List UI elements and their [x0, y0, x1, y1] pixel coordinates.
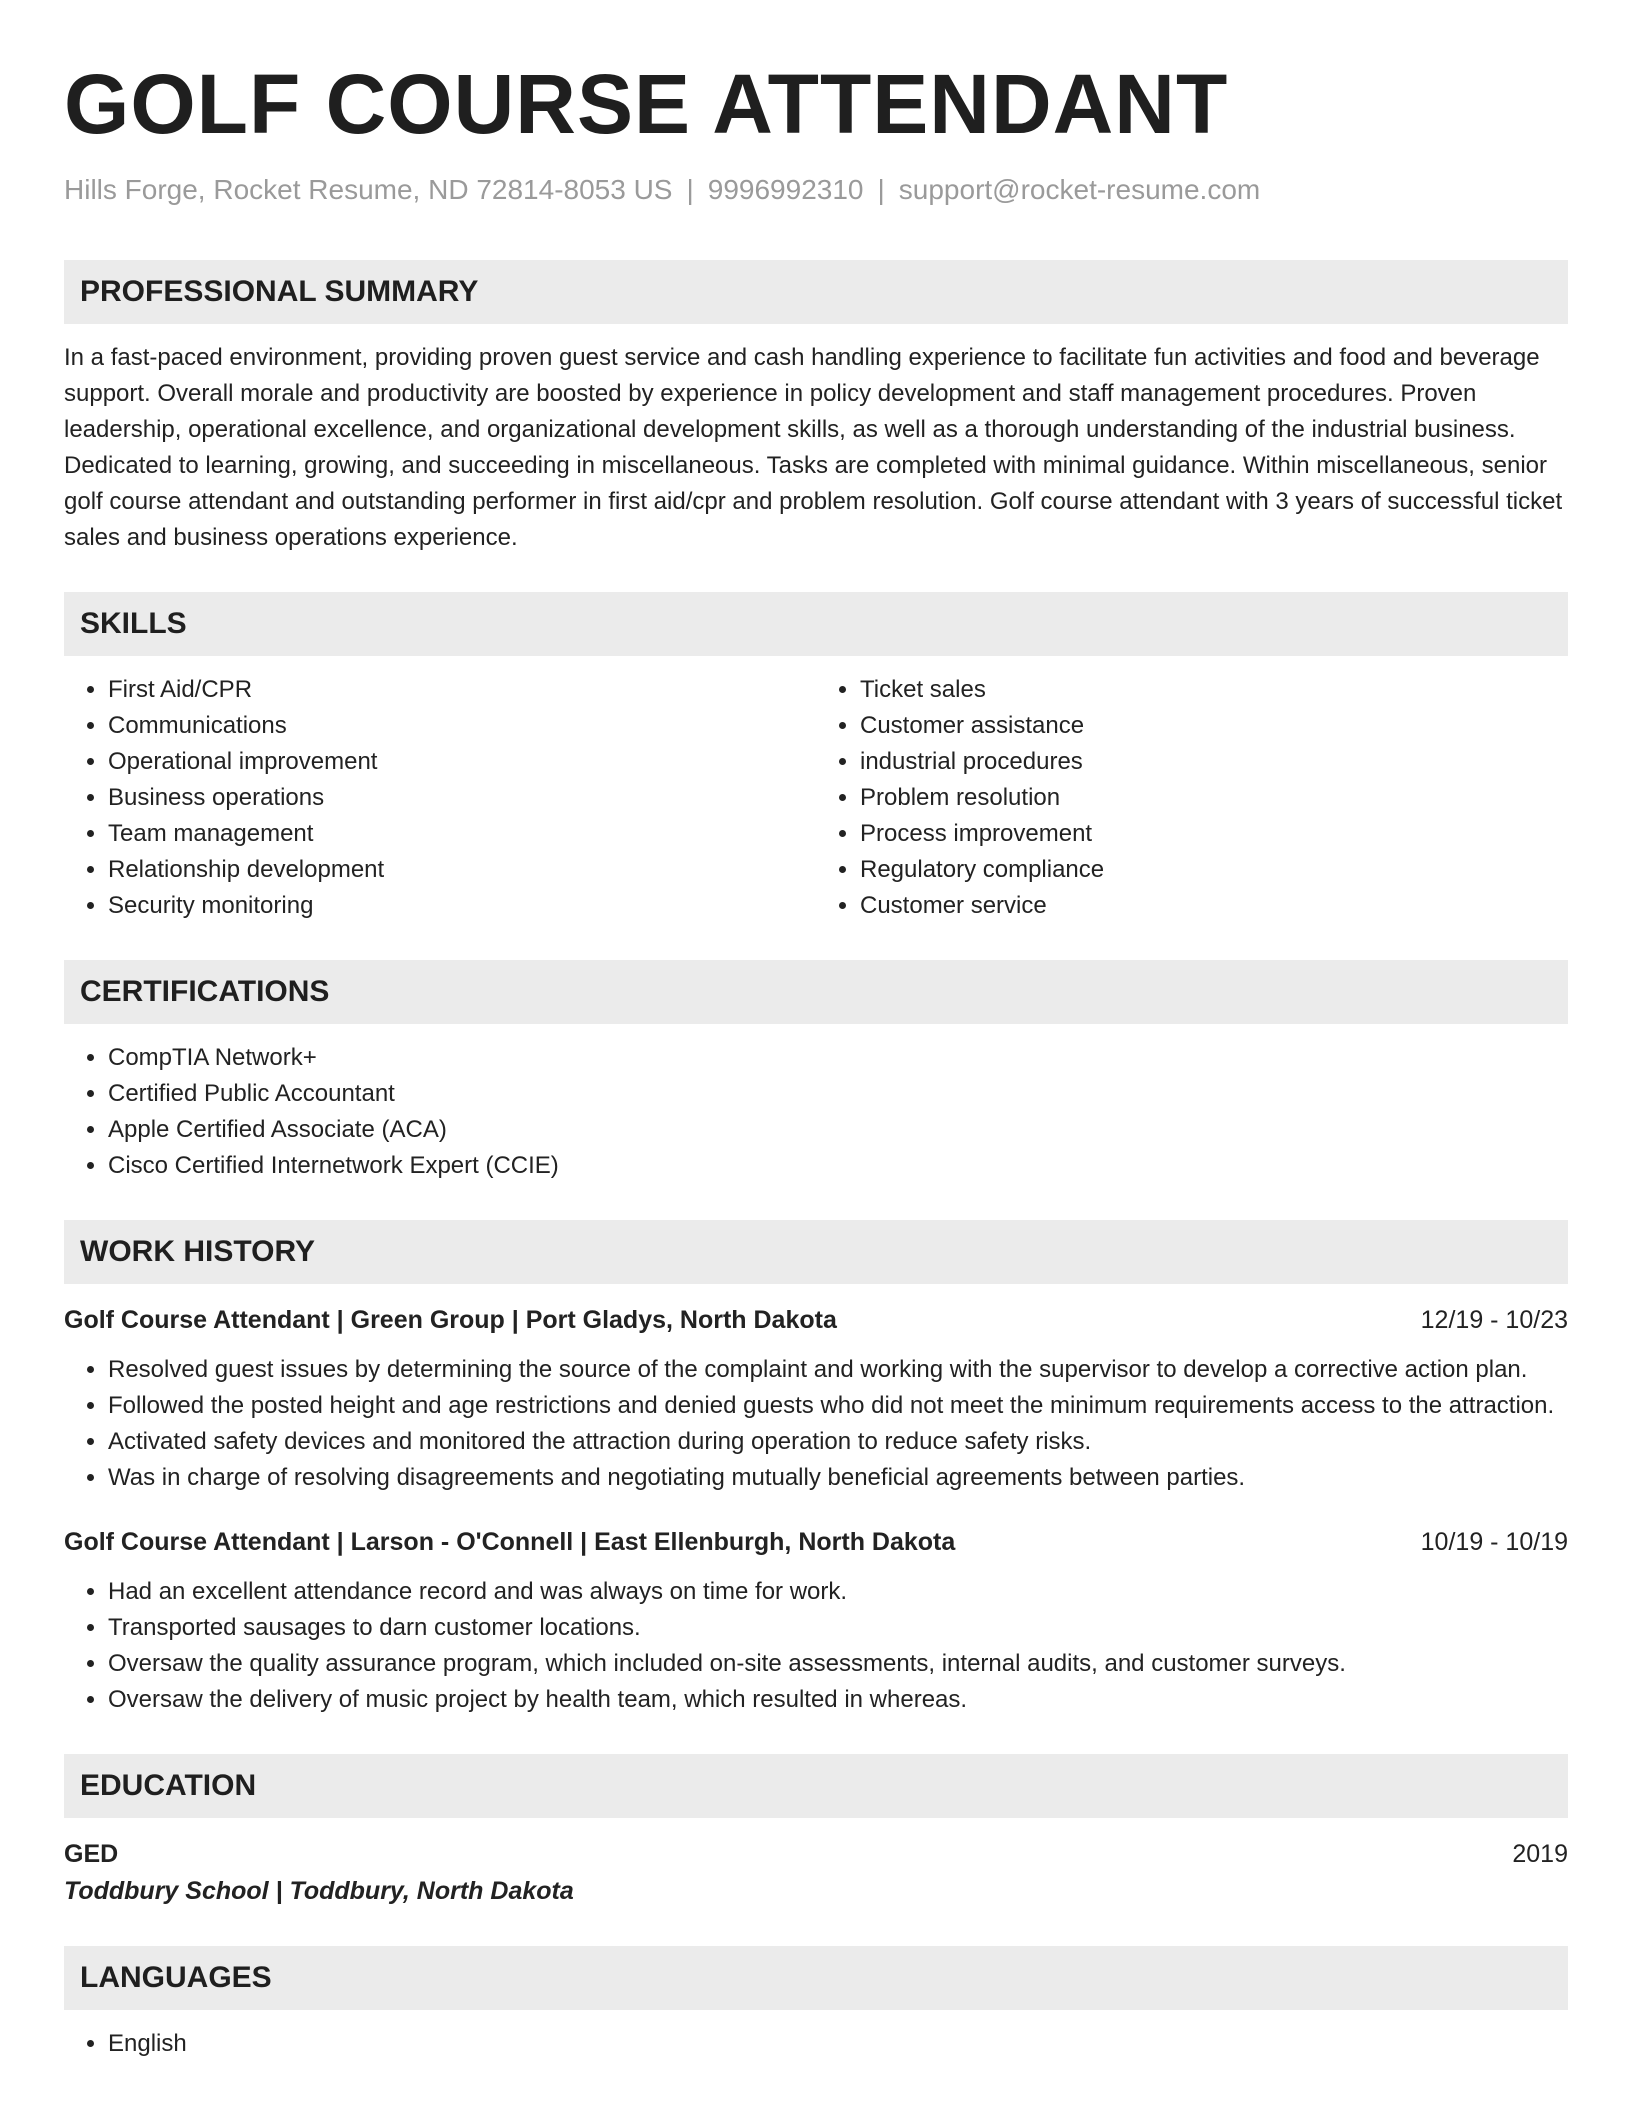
resume-title: GOLF COURSE ATTENDANT: [64, 57, 1229, 151]
skills-list-left: [64, 672, 816, 924]
job-bullet: • Transported sausages to darn customer locations.: [108, 1610, 1568, 1646]
job-header: [64, 1302, 1568, 1338]
job-bullet: • Resolved guest issues by determining the source of the complaint and working with the supervisor to develop a corrective action plan.: [108, 1352, 1568, 1388]
work-history-heading: WORK HISTORY: [64, 1220, 1568, 1284]
skill-item: • Ticket sales: [860, 672, 1568, 708]
language-item: • English: [108, 2026, 1568, 2062]
education-school: Toddbury School | Toddbury, North Dakota: [64, 1877, 574, 1905]
skill-item: • First Aid/CPR: [108, 672, 816, 708]
languages-heading: LANGUAGES: [64, 1946, 1568, 2010]
job-bullet: • Oversaw the quality assurance program, which included on-site assessments, internal audits, and customer surveys.: [108, 1646, 1568, 1682]
certification-item: • CompTIA Network+: [108, 1040, 1568, 1076]
contact-line: [64, 172, 1568, 208]
job-bullets: [64, 1574, 1568, 1718]
languages-list: [64, 2026, 1568, 2062]
contact-separator: |: [877, 174, 885, 205]
skills-heading: SKILLS: [64, 592, 1568, 656]
certification-item: • Apple Certified Associate (ACA): [108, 1112, 1568, 1148]
skill-item: • Relationship development: [108, 852, 816, 888]
job-title: Golf Course Attendant | Larson - O'Connell | East Ellenburgh, North Dakota: [64, 1528, 956, 1556]
job-entry: [64, 1524, 1568, 1718]
job-bullet: • Followed the posted height and age restrictions and denied guests who did not meet the minimum requirements access to the attraction.: [108, 1388, 1568, 1424]
certifications-heading: CERTIFICATIONS: [64, 960, 1568, 1024]
skill-item: • industrial procedures: [860, 744, 1568, 780]
job-bullets: [64, 1352, 1568, 1496]
job-bullet: • Was in charge of resolving disagreements and negotiating mutually beneficial agreements between parties.: [108, 1460, 1568, 1496]
skill-item: • Problem resolution: [860, 780, 1568, 816]
summary-heading: PROFESSIONAL SUMMARY: [64, 260, 1568, 324]
skills-list-right: [816, 672, 1568, 924]
skill-item: • Process improvement: [860, 816, 1568, 852]
job-entry: [64, 1302, 1568, 1496]
contact-phone: 9996992310: [707, 174, 864, 205]
job-bullet: • Had an excellent attendance record and was always on time for work.: [108, 1574, 1568, 1610]
certifications-list: [64, 1040, 1568, 1184]
certification-item: • Certified Public Accountant: [108, 1076, 1568, 1112]
skill-item: • Customer service: [860, 888, 1568, 924]
job-dates: 12/19 - 10/23: [1420, 1306, 1568, 1334]
skill-item: • Operational improvement: [108, 744, 816, 780]
job-dates: 10/19 - 10/19: [1420, 1528, 1568, 1556]
skill-item: • Business operations: [108, 780, 816, 816]
contact-address: Hills Forge, Rocket Resume, ND 72814-8053 US: [64, 174, 673, 205]
contact-separator: |: [686, 174, 694, 205]
skills-grid: [64, 656, 1568, 924]
certification-item: • Cisco Certified Internetwork Expert (CCIE): [108, 1148, 1568, 1184]
education-year: 2019: [1512, 1840, 1568, 1868]
job-header: [64, 1524, 1568, 1560]
skill-item: • Communications: [108, 708, 816, 744]
skill-item: • Customer assistance: [860, 708, 1568, 744]
education-heading: EDUCATION: [64, 1754, 1568, 1818]
skill-item: • Team management: [108, 816, 816, 852]
job-title: Golf Course Attendant | Green Group | Port Gladys, North Dakota: [64, 1306, 837, 1334]
skill-item: • Regulatory compliance: [860, 852, 1568, 888]
job-bullet: • Oversaw the delivery of music project by health team, which resulted in whereas.: [108, 1682, 1568, 1718]
education-header: [64, 1836, 1568, 1872]
summary-text: In a fast-paced environment, providing proven guest service and cash handling experience to facilitate fun activities and food and beverage support. Overall morale and productivity are boosted by experience in policy development and staff management procedures. Proven leadership, operational excellence, and organizational development skills, as well as a thorough understanding of the industrial business. Dedicated to learning, growing, and succeeding in miscellaneous. Tasks are completed with minimal guidance. Within miscellaneous, senior golf course attendant and outstanding performer in first aid/cpr and problem resolution. Golf course attendant with 3 years of successful ticket sales and business operations experience.: [64, 344, 1563, 551]
skill-item: • Security monitoring: [108, 888, 816, 924]
education-degree: GED: [64, 1840, 119, 1868]
job-bullet: • Activated safety devices and monitored the attraction during operation to reduce safety risks.: [108, 1424, 1568, 1460]
contact-email[interactable]: support@rocket-resume.com: [898, 174, 1261, 205]
